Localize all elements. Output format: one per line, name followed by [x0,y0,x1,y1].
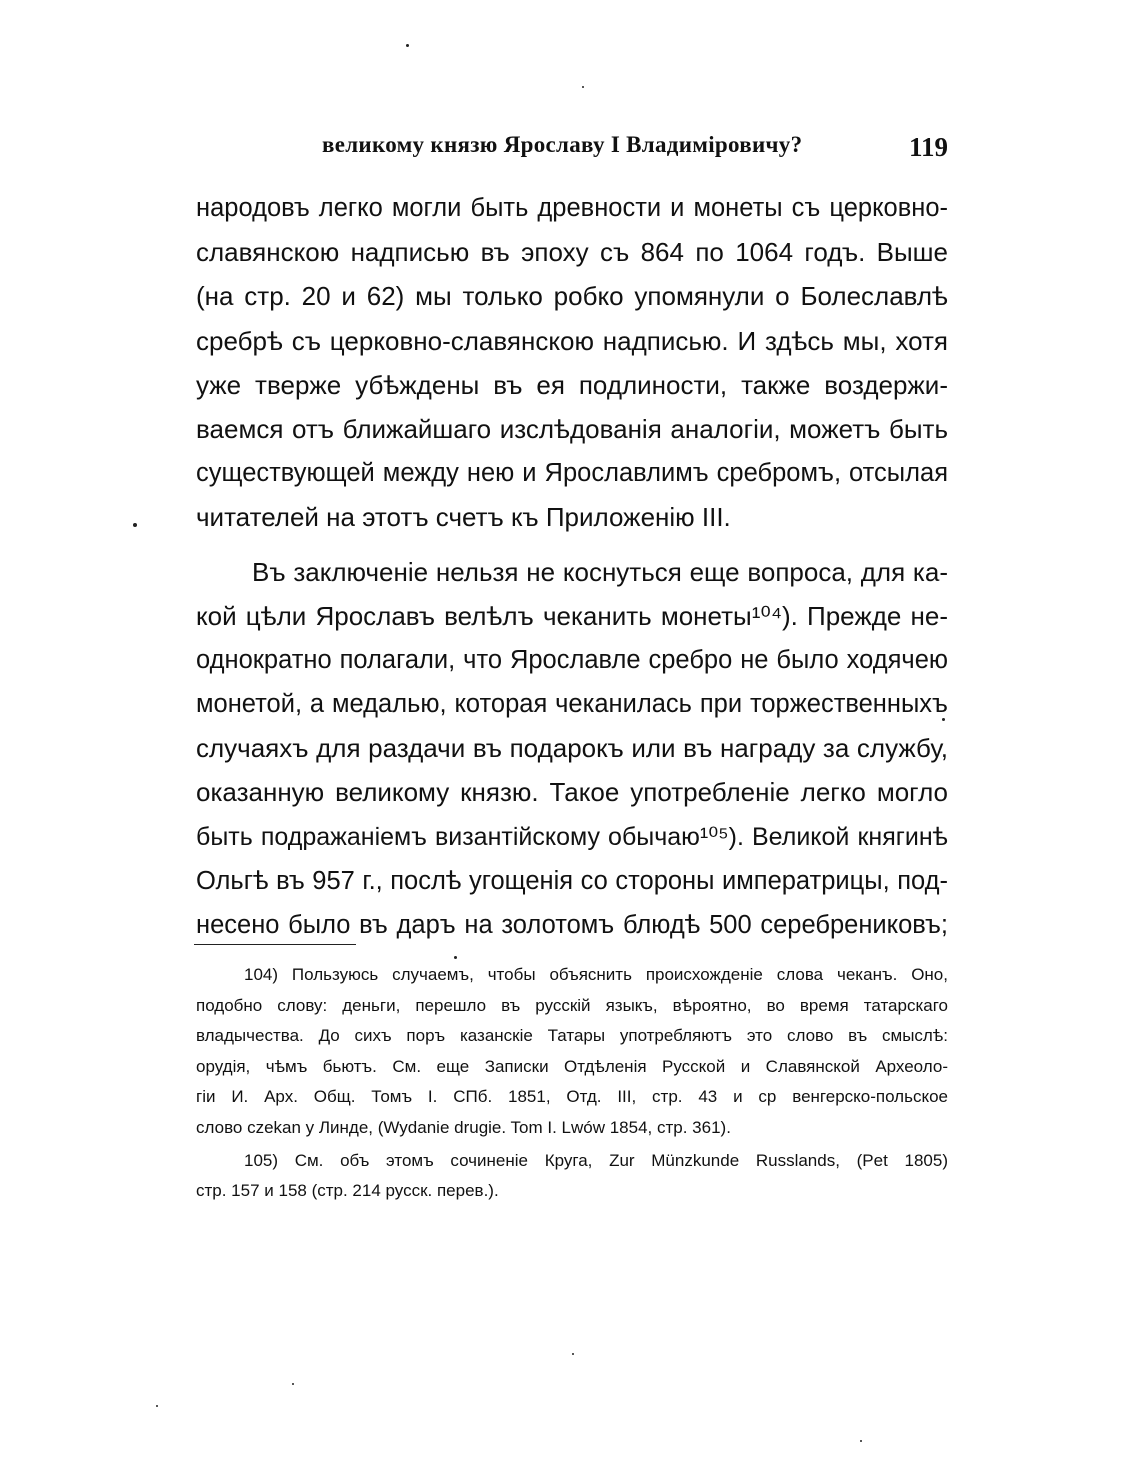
footnote-104 [196,960,948,1144]
body-text [196,186,948,947]
footnote-line: владычества. До сихъ поръ казанскіе Татары употребляютъ это слово въ смыслѣ: [196,1026,948,1046]
paragraph-2 [196,550,948,948]
scan-speck [860,1440,862,1442]
footnote-divider [194,944,356,945]
text-line: существующей между нею и Ярославлимъ сребромъ, отсылая [196,459,948,488]
footnote-line: орудія, чѣмъ бьютъ. См. еще Записки Отдѣленія Русской и Славянской Археоло- [196,1056,948,1076]
scan-speck [454,956,457,959]
text-line: однократно полагали, что Ярославле сребро не было ходячею [196,645,948,674]
scan-speck [156,1405,158,1407]
text-line: монетой, а медалью, которая чеканилась при торжественныхъ [196,690,948,719]
scan-speck [582,86,584,88]
text-line: несено было въ даръ на золотомъ блюдѣ 500 серебрениковъ; [196,911,948,939]
scan-speck [133,523,137,527]
footnote-line: подобно слову: деньги, перешло въ русскій языкъ, вѣроятно, во время татарскаго [196,995,948,1015]
text-line: кой цѣли Ярославъ велѣлъ чеканить монеты¹⁰⁴). Прежде не- [196,600,948,631]
text-line: Ольгѣ въ 957 г., послѣ угощенія со стороны императрицы, под- [196,866,948,895]
text-line: сребрѣ съ церковно-славянскою надписью. И здѣсь мы, хотя [196,325,948,356]
text-line: ваемся отъ ближайшаго изслѣдованія аналогіи, можетъ быть [196,413,948,444]
text-line: уже тверже убѣждены въ ея подлиности, также воздержи- [196,369,948,400]
paragraph-gap [196,540,948,550]
text-line: читателей на этотъ счетъ къ Приложенію III. [196,502,731,533]
footnote-line: 105) См. объ этомъ сочиненіе Круга, Zur Münzkunde Russlands, (Pet 1805) [244,1150,948,1170]
footnote-line: слово czekan у Линде, (Wydanie drugie. Tom I. Lwów 1854, стр. 361). [196,1117,731,1137]
text-line: быть подражаніемъ византійскому обычаю¹⁰⁵). Великой княгинѣ [196,822,948,851]
scan-speck [572,1353,574,1355]
footnote-105 [196,1146,948,1207]
footnotes [196,960,948,1207]
running-head [322,132,948,166]
text-line: Въ заключеніе нельзя не коснуться еще вопроса, для ка- [252,556,948,587]
text-line: случаяхъ для раздачи въ подарокъ или въ награду за службу, [196,733,948,764]
footnote-line: стр. 157 и 158 (стр. 214 русск. перев.). [196,1181,499,1201]
page-number: 119 [908,132,948,162]
scan-speck [292,1383,294,1385]
text-line: славянскою надписью въ эпоху съ 864 по 1064 годъ. Выше [196,237,948,268]
text-line: оказанную великому князю. Такое употребленіе легко могло [196,777,948,808]
scan-speck [942,718,945,721]
footnote-line: 104) Пользуюсь случаемъ, чтобы объяснить происхожденіе слова чеканъ. Оно, [244,965,948,984]
footnote-line: гіи И. Арх. Общ. Томъ I. СПб. 1851, Отд. III, стр. 43 и ср венгерско-польское [196,1087,948,1107]
running-title: великому князю Ярославу I Владиміровичу? [322,132,803,157]
text-line: (на стр. 20 и 62) мы только робко упомянули о Болеславлѣ [196,281,948,312]
scan-speck [406,44,409,47]
text-line: народовъ легко могли быть древности и монеты съ церковно- [196,194,948,222]
paragraph-1 [196,186,948,540]
